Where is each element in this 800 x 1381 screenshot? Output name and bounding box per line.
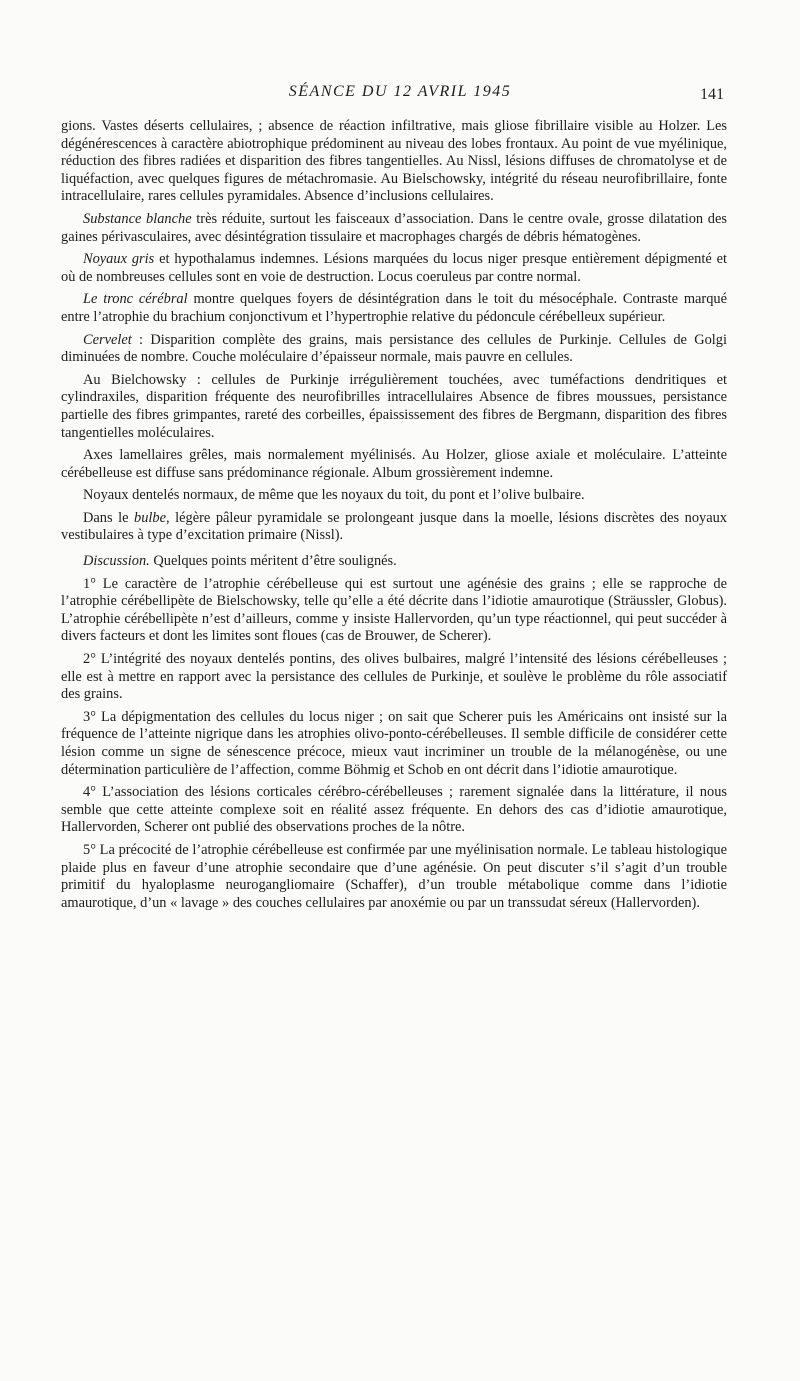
paragraph: Substance blanche très réduite, surtout les faisceaux d’association. Dans le centre ovale, grosse dilatation des gaines périvasculaires, avec désintégration tissulaire et macrophages chargés de débris hématogènes. [61, 210, 727, 245]
running-title: SÉANCE DU 12 AVRIL 1945 [288, 83, 512, 100]
paragraph: 2° L’intégrité des noyaux dentelés pontins, des olives bulbaires, malgré l’intensité des lésions cérébelleuses ; elle est à mettre en rapport avec la persistance des cellules de Purkinje, et soulève le problème du rôle associatif des grains. [61, 651, 727, 703]
paragraph: Noyaux dentelés normaux, de même que les noyaux du toit, du pont et l’olive bulbaire. [83, 487, 585, 504]
paragraph: gions. Vastes déserts cellulaires, ; absence de réaction infiltrative, mais gliose fibrillaire visible au Holzer. Les dégénérescences à caractère abiotrophique prédominent au niveau des lobes frontaux. Au point de vue myélinique, réduction des fibres radiées et disparition des fibres tangentielles. Au Nissl, lésions diffuses de chromatolyse et de liquéfaction, avec quelques figures de métachromasie. Au Bielschowsky, intégrité du réseau neurofibrillaire, fonte intracellulaire, rares cellules pyramidales. Absence d’inclusions cellulaires. [61, 118, 727, 205]
paragraph: Noyaux gris et hypothalamus indemnes. Lésions marquées du locus niger presque entièrement dépigmenté et où de nombreuses cellules sont en voie de destruction. Locus coeruleus par contre normal. [61, 251, 727, 285]
paragraph: Dans le bulbe, légère pâleur pyramidale se prolongeant jusque dans la moelle, lésions discrètes des noyaux vestibulaires à type d’excitation primaire (Nissl). [61, 509, 728, 544]
section-lead: Cervelet [83, 331, 132, 348]
section-lead: Discussion. [83, 553, 150, 570]
paragraph: Le tronc cérébral montre quelques foyers de désintégration dans le toit du mésocéphale. Contraste marqué entre l’atrophie du brachium conjonctivum et l’hypertrophie relative du pédoncule cérébelleux supérieur. [61, 291, 727, 325]
paragraph: Au Bielchowsky : cellules de Purkinje irrégulièrement touchées, avec tuméfactions dendritiques et cylindraxiles, disparition fréquente des neurofibrilles intracellulaires Absence de fibres moussues, persistance partielle des fibres grimpantes, rareté des corbeilles, épaississement des fibres de Bergmann, disparition des fibres tangentielles moléculaires. [61, 371, 727, 441]
running-head [0, 83, 800, 107]
paragraph: Cervelet : Disparition complète des grains, mais persistance des cellules de Purkinje. Cellules de Golgi diminuées de nombre. Couche moléculaire d’épaisseur normale, mais pauvre en cellules. [61, 331, 727, 366]
paragraph: Axes lamellaires grêles, mais normalement myélinisés. Au Holzer, gliose axiale et moléculaire. L’atteinte cérébelleuse est diffuse sans prédominance régionale. Album grossièrement indemne. [61, 447, 727, 481]
body-text [61, 118, 727, 917]
section-lead: Le tronc cérébral [83, 291, 188, 308]
paragraph: Discussion. Quelques points méritent d’être soulignés. [83, 553, 397, 570]
paragraph: 5° La précocité de l’atrophie cérébelleuse est confirmée par une myélinisation normale. Le tableau histologique plaide plus en faveur d’une atrophie secondaire que d’une agénésie. On peut discuter s’il s’agit d’un trouble primitif du hyaloplasme neurogangliomaire (Schaffer), d’un trouble métabolique comme dans l’idiotie amaurotique, d’un « lavage » des couches cellulaires par anoxémie ou par un transsudat séreux (Hallervorden). [61, 841, 727, 911]
section-lead: bulbe [134, 509, 167, 526]
paragraph: 4° L’association des lésions corticales cérébro-cérébelleuses ; rarement signalée dans la littérature, il nous semble que cette atteinte complexe soit en réalité assez fréquente. En dehors des cas d’idiotie amaurotique, Hallervorden, Scherer ont publié des observations proches de la nôtre. [61, 784, 727, 836]
page-number: 141 [700, 86, 724, 103]
section-lead: Noyaux gris [83, 251, 155, 268]
paragraph: 1° Le caractère de l’atrophie cérébelleuse qui est surtout une agénésie des grains ; elle se rapproche de l’atrophie cérébellipète de Bielschowsky, telle qu’elle a été décrite dans l’idiotie amaurotique (Sträussler, Globus). L’atrophie cérébellipète n’est d’ailleurs, comme y insiste Hallervorden, qu’un type réactionnel, qui peut succéder à divers facteurs et dont les limites sont floues (cas de Brouwer, de Scherer). [61, 575, 727, 645]
paragraph: 3° La dépigmentation des cellules du locus niger ; on sait que Scherer puis les Américains ont insisté sur la fréquence de l’atteinte nigrique dans les atrophies olivo-ponto-cérébelleuses. Il semble difficile de considérer cette lésion comme un signe de sénescence précoce, mieux vaut incriminer un trouble de la mélanogénèse, ou une détermination particulière de l’affection, comme Böhmig et Schob en ont décrit dans l’idiotie amaurotique. [61, 708, 727, 778]
section-lead: Substance blanche [83, 210, 192, 227]
